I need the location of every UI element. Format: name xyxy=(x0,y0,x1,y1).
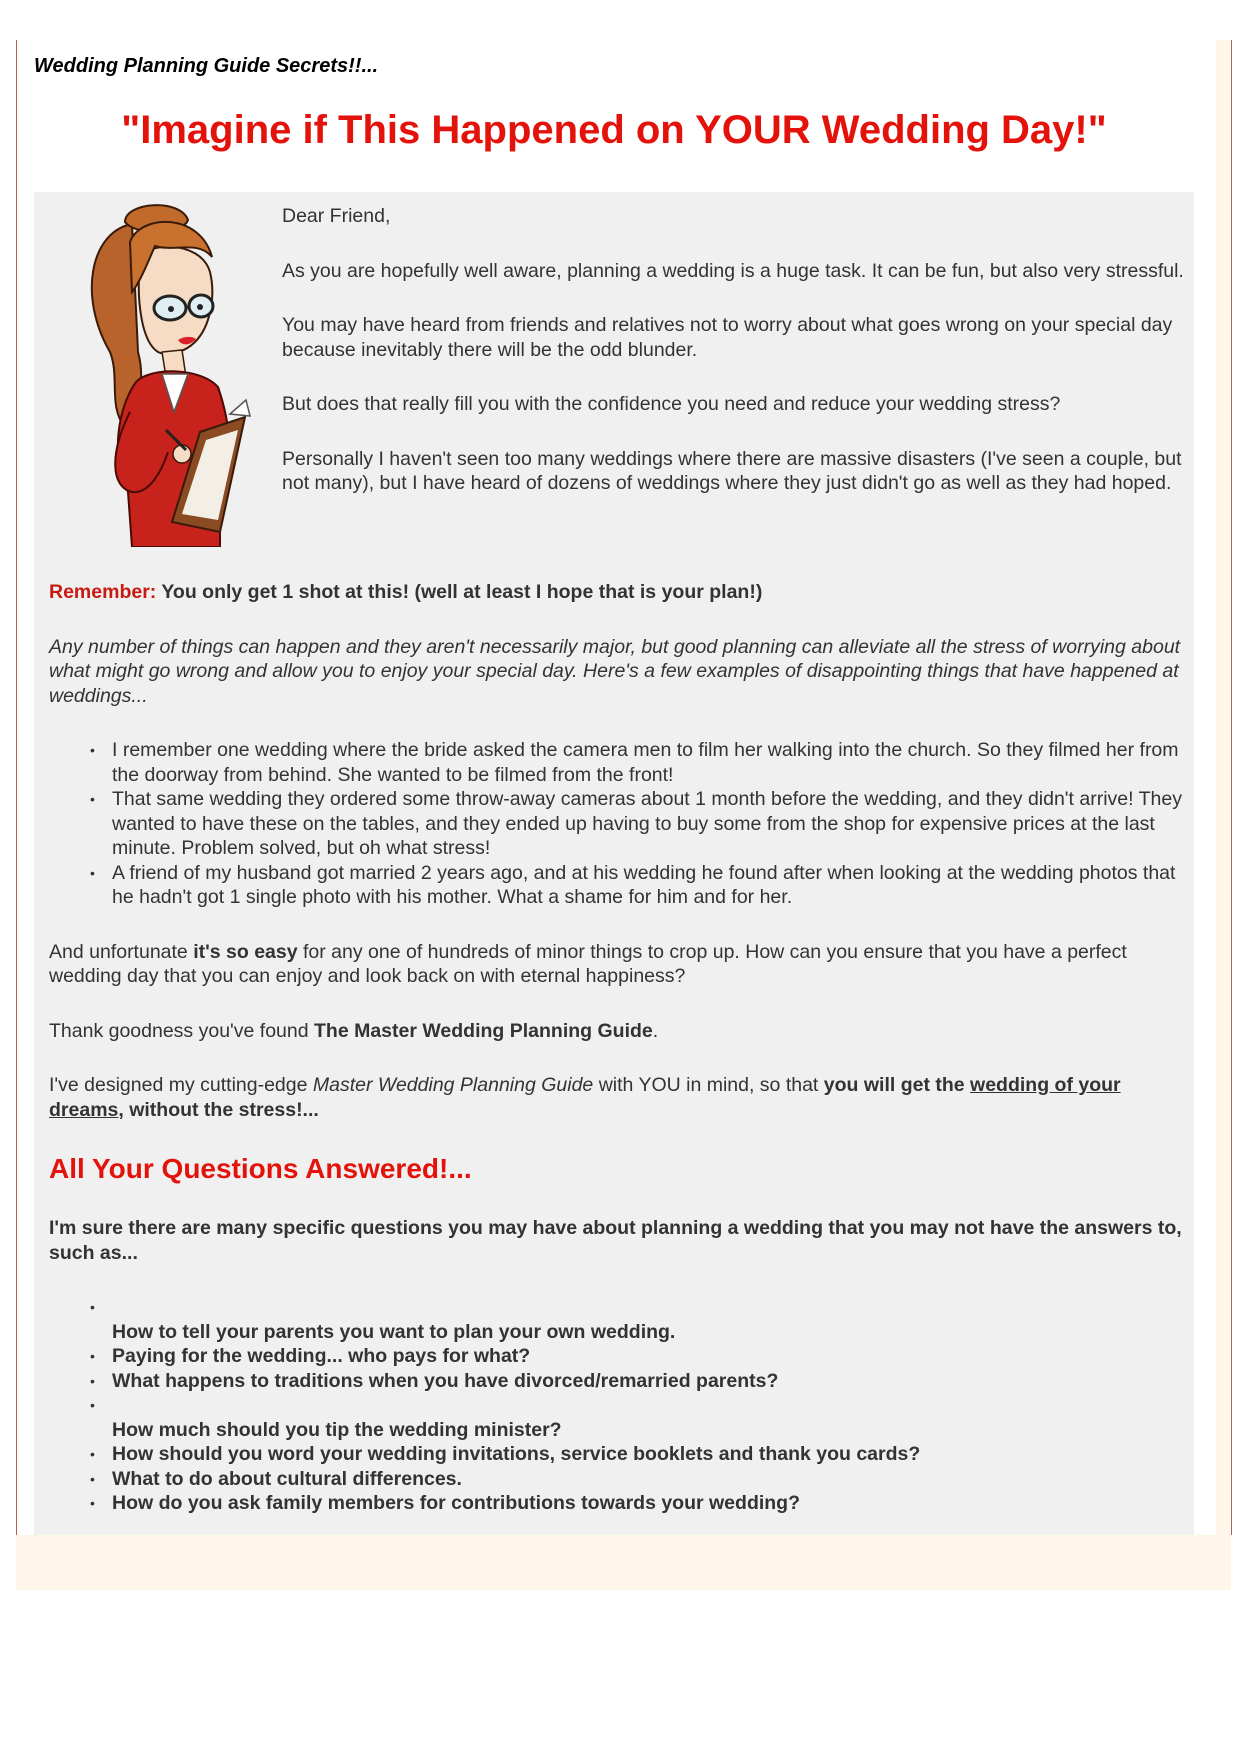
greeting: Dear Friend, xyxy=(282,205,391,227)
list-item: • How should you word your wedding invitations, service booklets and thank you cards? xyxy=(112,1442,1189,1467)
intro-paragraph: Personally I haven't seen too many weddings where there are massive disasters (I've seen a couple, but not many), but I have heard of dozens of weddings where they just didn't go as well as they had hoped. xyxy=(282,447,1182,494)
frame-side-band xyxy=(1216,40,1230,1535)
text-run: with YOU in mind, so that xyxy=(593,1074,824,1096)
text-run: for any one of hundreds of minor things to crop up. How can you ensure that you have a perfect wedding day that you can enjoy and look back on with eternal happiness? xyxy=(49,940,1127,987)
text-run: Thank goodness you've found xyxy=(49,1019,314,1042)
content-panel xyxy=(34,192,1194,1535)
list-item: • What to do about cultural differences. xyxy=(112,1467,1189,1492)
unfortunate-paragraph xyxy=(49,940,1189,989)
questions-intro: I'm sure there are many specific questions you may have about planning a wedding that you may not have the answers to, such as... xyxy=(49,1217,1182,1264)
footer-band xyxy=(16,1535,1231,1590)
text-run: . xyxy=(652,1019,659,1042)
list-item: • A friend of my husband got married 2 years ago, and at his wedding he found after when looking at the wedding photos that he hadn't got 1 single photo with his mother. What a shame for him and for her. xyxy=(112,861,1189,910)
intro-paragraph: As you are hopefully well aware, planning a wedding is a huge task. It can be fun, but also very stressful. xyxy=(282,259,1184,282)
page-headline: "Imagine if This Happened on YOUR Wedding Day!" xyxy=(121,108,1107,152)
list-item: • How much should you tip the wedding minister? xyxy=(112,1393,1189,1442)
emphasis: it's so easy xyxy=(193,940,298,963)
examples-list xyxy=(49,738,1189,910)
underlined-emphasis: wedding of your dreams xyxy=(49,1074,1121,1121)
examples-intro: Any number of things can happen and they aren't necessarily major, but good planning can alleviate all the stress of worrying about what might go wrong and allow you to enjoy your special day. Here's a few examples of disappointing things that have happened at weddings... xyxy=(49,635,1181,707)
list-item: • That same wedding they ordered some throw-away cameras about 1 month before the wedding, and they didn't arrive! They wanted to have these on the tables, and they ended up having to buy some from the shop for expensive prices at the last minute. Problem solved, but oh what stress! xyxy=(112,787,1189,861)
text-run: And unfortunate xyxy=(49,940,194,963)
thank-paragraph xyxy=(49,1019,1189,1044)
questions-list xyxy=(49,1295,1189,1516)
list-item: • How do you ask family members for contributions towards your wedding? xyxy=(112,1491,1189,1516)
emphasis: , without the stress!... xyxy=(118,1098,319,1121)
woman-with-clipboard-illustration xyxy=(70,202,270,547)
intro-paragraph: But does that really fill you with the confidence you need and reduce your wedding stress? xyxy=(282,393,1061,415)
list-item: • How to tell your parents you want to plan your own wedding. xyxy=(112,1295,1189,1344)
emphasis: you will get the xyxy=(823,1074,971,1096)
product-name-italic: Master Wedding Planning Guide xyxy=(312,1074,594,1096)
designed-paragraph xyxy=(49,1073,1189,1122)
intro-text xyxy=(282,204,1207,526)
site-title: Wedding Planning Guide Secrets!!... xyxy=(34,55,379,77)
list-item: • I remember one wedding where the bride asked the camera men to film her walking into the church. So they filmed her from the doorway from behind. She wanted to be filmed from the front! xyxy=(112,738,1189,787)
list-item: • Paying for the wedding... who pays for what? xyxy=(112,1344,1189,1369)
questions-heading: All Your Questions Answered!... xyxy=(49,1153,472,1184)
product-name: The Master Wedding Planning Guide xyxy=(314,1019,653,1042)
remember-callout xyxy=(49,580,1189,605)
remember-label: Remember: xyxy=(49,581,157,603)
list-item: • What happens to traditions when you have divorced/remarried parents? xyxy=(112,1369,1189,1394)
text-run: I've designed my cutting-edge xyxy=(49,1074,313,1096)
intro-paragraph: You may have heard from friends and relatives not to worry about what goes wrong on your special day because inevitably there will be the odd blunder. xyxy=(282,314,1173,361)
main-body xyxy=(49,580,1189,1516)
remember-text: You only get 1 shot at this! (well at least I hope that is your plan!) xyxy=(156,581,763,603)
